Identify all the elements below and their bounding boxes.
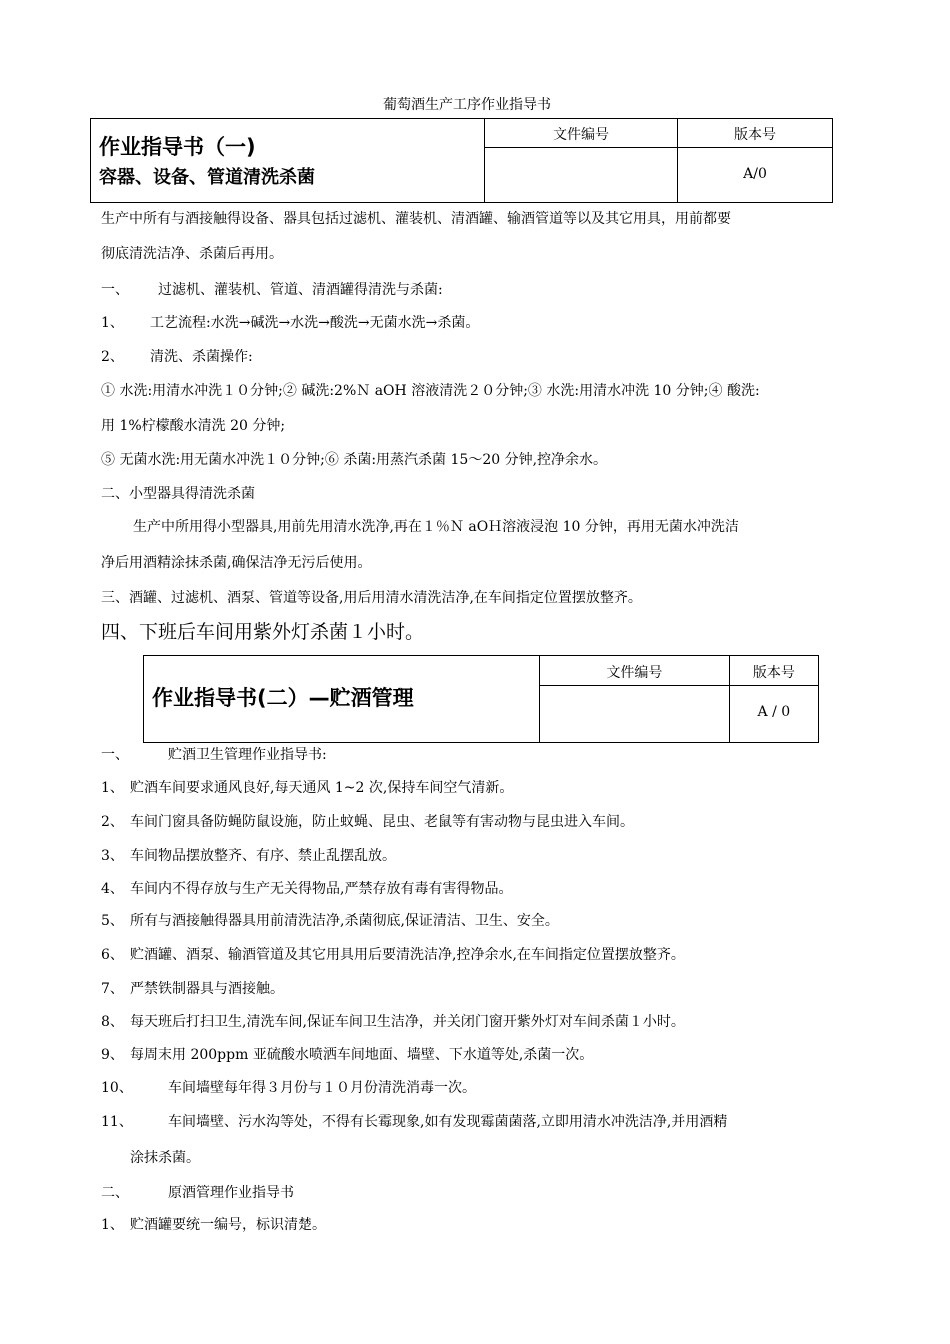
box1-title-cell: [91, 119, 485, 203]
list-item-11-continuation: 涂抹杀菌。: [130, 1150, 200, 1166]
list-item-text: 每天班后打扫卫生,清洗车间,保证车间卫生洁净，并关闭门窗开紫外灯对车间杀菌１小时。: [130, 1014, 685, 1030]
list-item-text: 每周末用 200ppm 亚硫酸水喷洒车间地面、墙壁、下水道等处,杀菌一次。: [130, 1047, 594, 1063]
list-item-num: 3、: [101, 848, 124, 864]
section2-paragraph-line-2: 净后用酒精涂抹杀菌,确保洁净无污后使用。: [101, 555, 372, 571]
document-header-title: 葡萄酒生产工序作业指导书: [383, 97, 551, 113]
section1-heading-num: 一、: [101, 282, 129, 298]
item-2-text: 清洗、杀菌操作:: [150, 349, 253, 365]
box2-file-no-value: [540, 686, 730, 743]
box2-version-header: 版本号: [729, 656, 818, 686]
list-item-num: 9、: [101, 1047, 124, 1063]
section2-paragraph-line-1: 生产中所用得小型器具,用前先用清水洗净,再在１％Ｎ aOＨ溶液浸泡 10 分钟，再用无菌水冲洗洁: [133, 519, 739, 535]
box1-version-value: A/0: [678, 148, 833, 203]
operations-line-1: ① 水洗:用清水冲洗１０分钟;② 碱洗:2%Ｎ aOH 溶液清洗２０分钟;③ 水洗:用清水冲洗 10 分钟;④ 酸洗:: [101, 383, 760, 399]
intro-line-1: 生产中所有与酒接触得设备、器具包括过滤机、灌装机、清酒罐、输酒管道等以及其它用具，用前都要: [101, 211, 731, 227]
list-item-text: 贮酒车间要求通风良好,每天通风 1~2 次,保持车间空气清新。: [130, 780, 514, 796]
item-2-num: 2、: [101, 349, 124, 365]
storage-heading-num: 一、: [101, 747, 129, 763]
list-item-text: 车间物品摆放整齐、有序、禁止乱摆乱放。: [130, 848, 396, 864]
box1-title: 作业指导书（一): [99, 135, 256, 159]
section3-paragraph: 三、酒罐、过滤机、酒泵、管道等设备,用后用清水清洗洁净,在车间指定位置摆放整齐。: [101, 590, 642, 606]
list-item-text: 车间门窗具备防蝇防鼠设施，防止蚊蝇、昆虫、老鼠等有害动物与昆虫进入车间。: [130, 814, 634, 830]
item-1-text: 工艺流程:水洗→碱洗→水洗→酸洗→无菌水洗→杀菌。: [150, 315, 480, 331]
raw-wine-item-1-text: 贮酒罐要统一编号，标识清楚。: [130, 1217, 326, 1233]
section4-paragraph: 四、下班后车间用紫外灯杀菌１小时。: [101, 621, 425, 643]
list-item-num: 2、: [101, 814, 124, 830]
box2-file-no-header: 文件编号: [540, 656, 730, 686]
operations-line-3: ⑤ 无菌水洗:用无菌水冲洗１０分钟;⑥ 杀菌:用蒸汽杀菌 15～20 分钟,控净余水。: [101, 452, 608, 468]
instruction-box-1: [90, 118, 833, 203]
list-item-num: 1、: [101, 780, 124, 796]
operations-line-2: 用 1%柠檬酸水清洗 20 分钟;: [101, 418, 286, 434]
list-item-11-num: 11、: [101, 1114, 133, 1130]
raw-wine-heading-num: 二、: [101, 1185, 129, 1201]
instruction-box-2: [143, 655, 819, 743]
list-item-10-text: 车间墙壁每年得３月份与１０月份清洗消毒一次。: [168, 1080, 476, 1096]
intro-line-2: 彻底清洗洁净、杀菌后再用。: [101, 246, 283, 262]
storage-heading-text: 贮酒卫生管理作业指导书:: [168, 747, 327, 763]
raw-wine-heading-text: 原酒管理作业指导书: [168, 1185, 294, 1201]
list-item-text: 贮酒罐、酒泵、输酒管道及其它用具用后要清洗洁净,控净余水,在车间指定位置摆放整齐。: [130, 947, 685, 963]
box1-version-header: 版本号: [678, 119, 833, 148]
list-item-text: 所有与酒接触得器具用前清洗洁净,杀菌彻底,保证清洁、卫生、安全。: [130, 913, 559, 929]
list-item-num: 6、: [101, 947, 124, 963]
list-item-num: 8、: [101, 1014, 124, 1030]
box1-file-no-header: 文件编号: [485, 119, 678, 148]
box1-subtitle: 容器、设备、管道清洗杀菌: [99, 167, 315, 188]
list-item-text: 车间内不得存放与生产无关得物品,严禁存放有毒有害得物品。: [130, 881, 513, 897]
section1-heading-text: 过滤机、灌装机、管道、清酒罐得清洗与杀菌:: [158, 282, 443, 298]
list-item-num: 4、: [101, 881, 124, 897]
list-item-num: 7、: [101, 981, 124, 997]
item-1-num: 1、: [101, 315, 124, 331]
list-item-num: 5、: [101, 913, 124, 929]
list-item-11-text: 车间墙壁、污水沟等处，不得有长霉现象,如有发现霉菌菌落,立即用清水冲洗洁净,并用酒精: [168, 1114, 728, 1130]
box2-version-value: A / 0: [729, 686, 818, 743]
list-item-text: 严禁铁制器具与酒接触。: [130, 981, 284, 997]
box2-title: 作业指导书(二）—贮酒管理: [152, 686, 414, 710]
box1-file-no-value: [485, 148, 678, 203]
list-item-10-num: 10、: [101, 1080, 133, 1096]
raw-wine-item-1-num: 1、: [101, 1217, 124, 1233]
section2-heading: 二、小型器具得清洗杀菌: [101, 486, 255, 502]
box2-title-cell: [144, 656, 540, 743]
